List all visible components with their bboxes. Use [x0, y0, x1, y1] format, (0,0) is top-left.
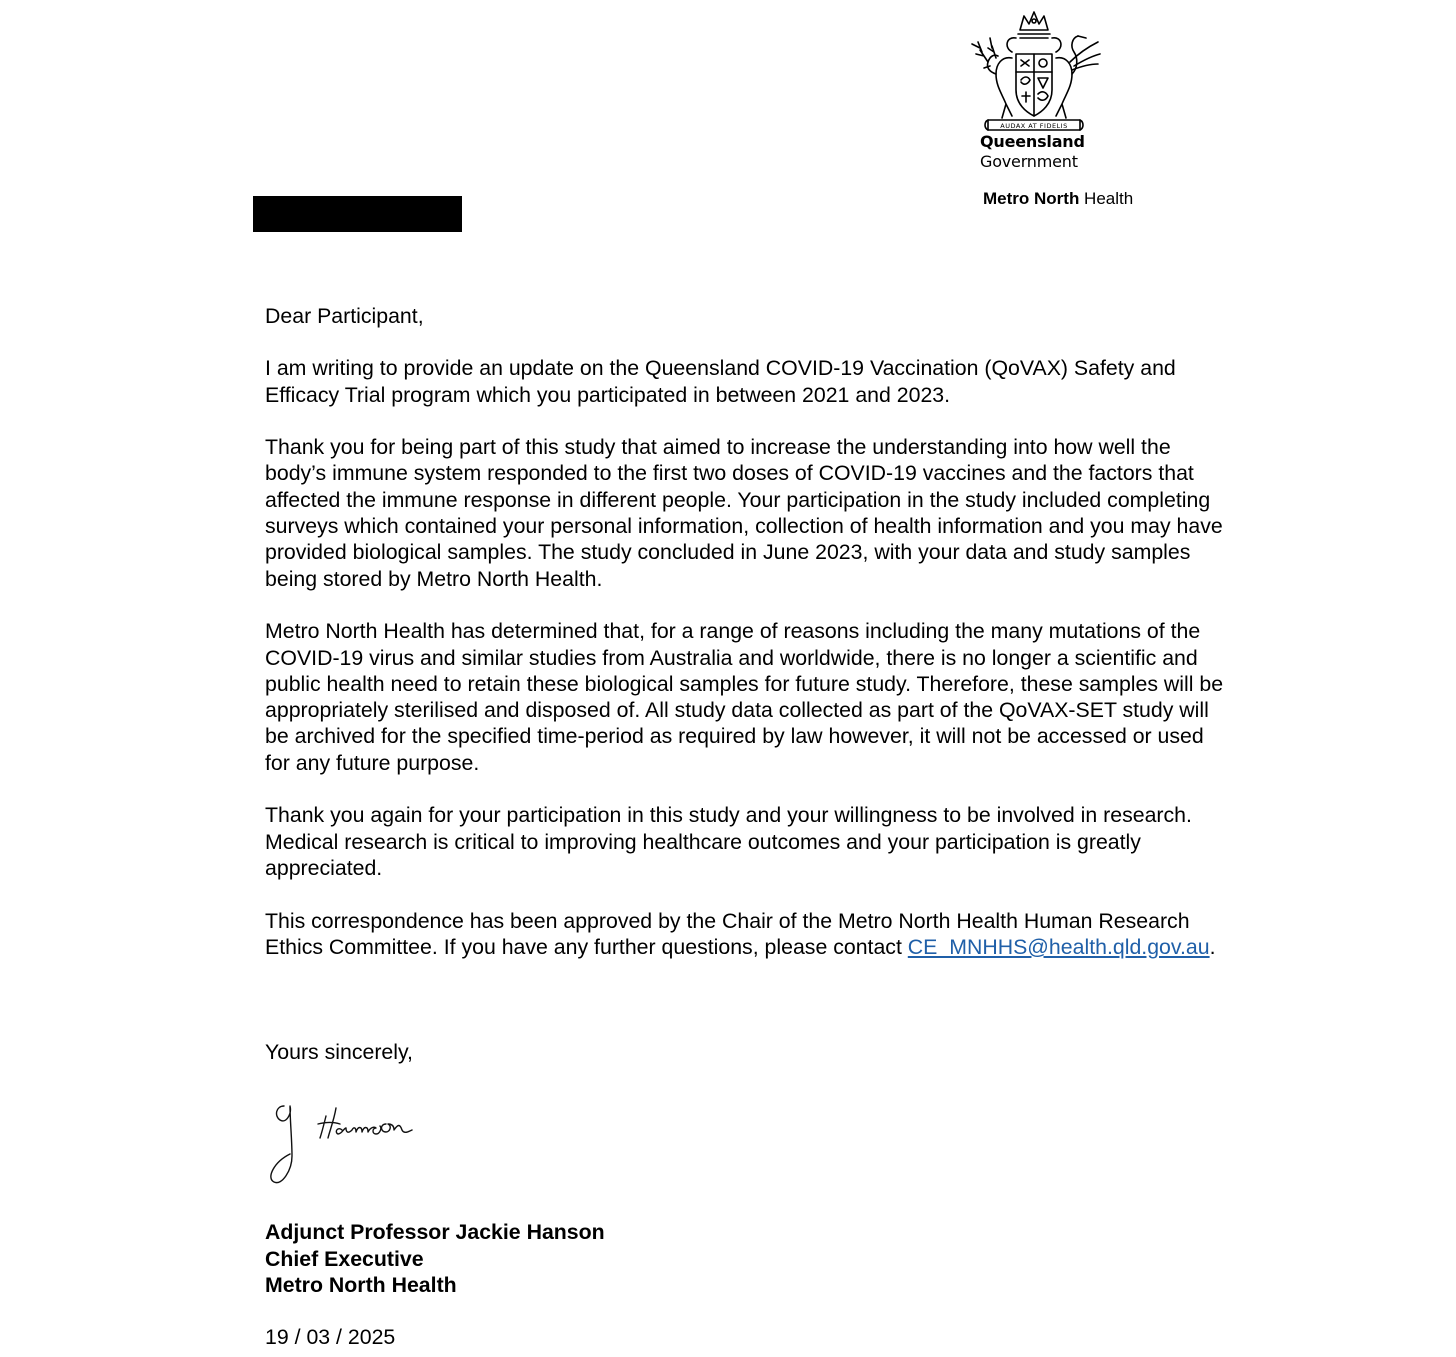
paragraph-contact	[265, 908, 1225, 961]
salutation: Dear Participant,	[265, 304, 424, 328]
paragraph-thank-you: Thank you for being part of this study that aimed to increase the understanding into how well the body’s immune system responded to the first two doses of COVID-19 vaccines and the factors that affected the immune response in different people. Your participation in the study included completing surveys which contained your personal information, collection of health information and you may have provided biological samples. The study concluded in June 2023, with your data and study samples being stored by Metro North Health.	[265, 435, 1223, 591]
government-suffix: Government	[980, 152, 1078, 171]
redacted-block	[253, 196, 462, 232]
contact-email-link[interactable]: CE_MNHHS@health.qld.gov.au	[907, 934, 1210, 959]
handwritten-signature	[262, 1090, 472, 1190]
signatory-organisation: Metro North Health	[265, 1273, 457, 1297]
contact-text: This correspondence has been approved by the Chair of the Metro North Health Human Research Ethics Committee. If you have any further questions, please contact	[265, 908, 1190, 959]
paragraph-sample-disposal: Metro North Health has determined that, for a range of reasons including the many mutations of the COVID-19 virus and similar studies from Australia and worldwide, there is no longer a scientific and public health need to retain these biological samples for future study. Therefore, these samples will be appropriately sterilised and disposed of. All study data collected as part of the QoVAX-SET study will be archived for the specified time-period as required by law however, it will not be accessed or used for any future purpose.	[265, 619, 1224, 775]
contact-punctuation: .	[1209, 934, 1216, 959]
signatory-title: Chief Executive	[265, 1246, 424, 1271]
government-name: Queensland	[980, 132, 1085, 151]
closing: Yours sincerely,	[265, 1040, 413, 1064]
health-service-name-bold: Metro North	[983, 189, 1080, 208]
signatory-block	[265, 1219, 605, 1299]
signatory-name: Adjunct Professor Jackie Hanson	[265, 1220, 605, 1244]
government-name-block	[980, 132, 1085, 172]
letter-body	[265, 303, 1225, 986]
paragraph-appreciation: Thank you again for your participation in this study and your willingness to be involved in research. Medical research is critical to improving healthcare outcomes and your participation is greatly appreciated.	[265, 803, 1192, 880]
crest-motto: AUDAX AT FIDELIS	[1000, 122, 1068, 130]
queensland-coat-of-arms-icon	[966, 8, 1102, 134]
letter-date: 19 / 03 / 2025	[265, 1325, 396, 1349]
paragraph-update: I am writing to provide an update on the Queensland COVID-19 Vaccination (QoVAX) Safety and Efficacy Trial program which you participated in between 2021 and 2023.	[265, 356, 1176, 407]
health-service-name	[983, 188, 1133, 210]
health-service-name-regular: Health	[1079, 189, 1134, 208]
